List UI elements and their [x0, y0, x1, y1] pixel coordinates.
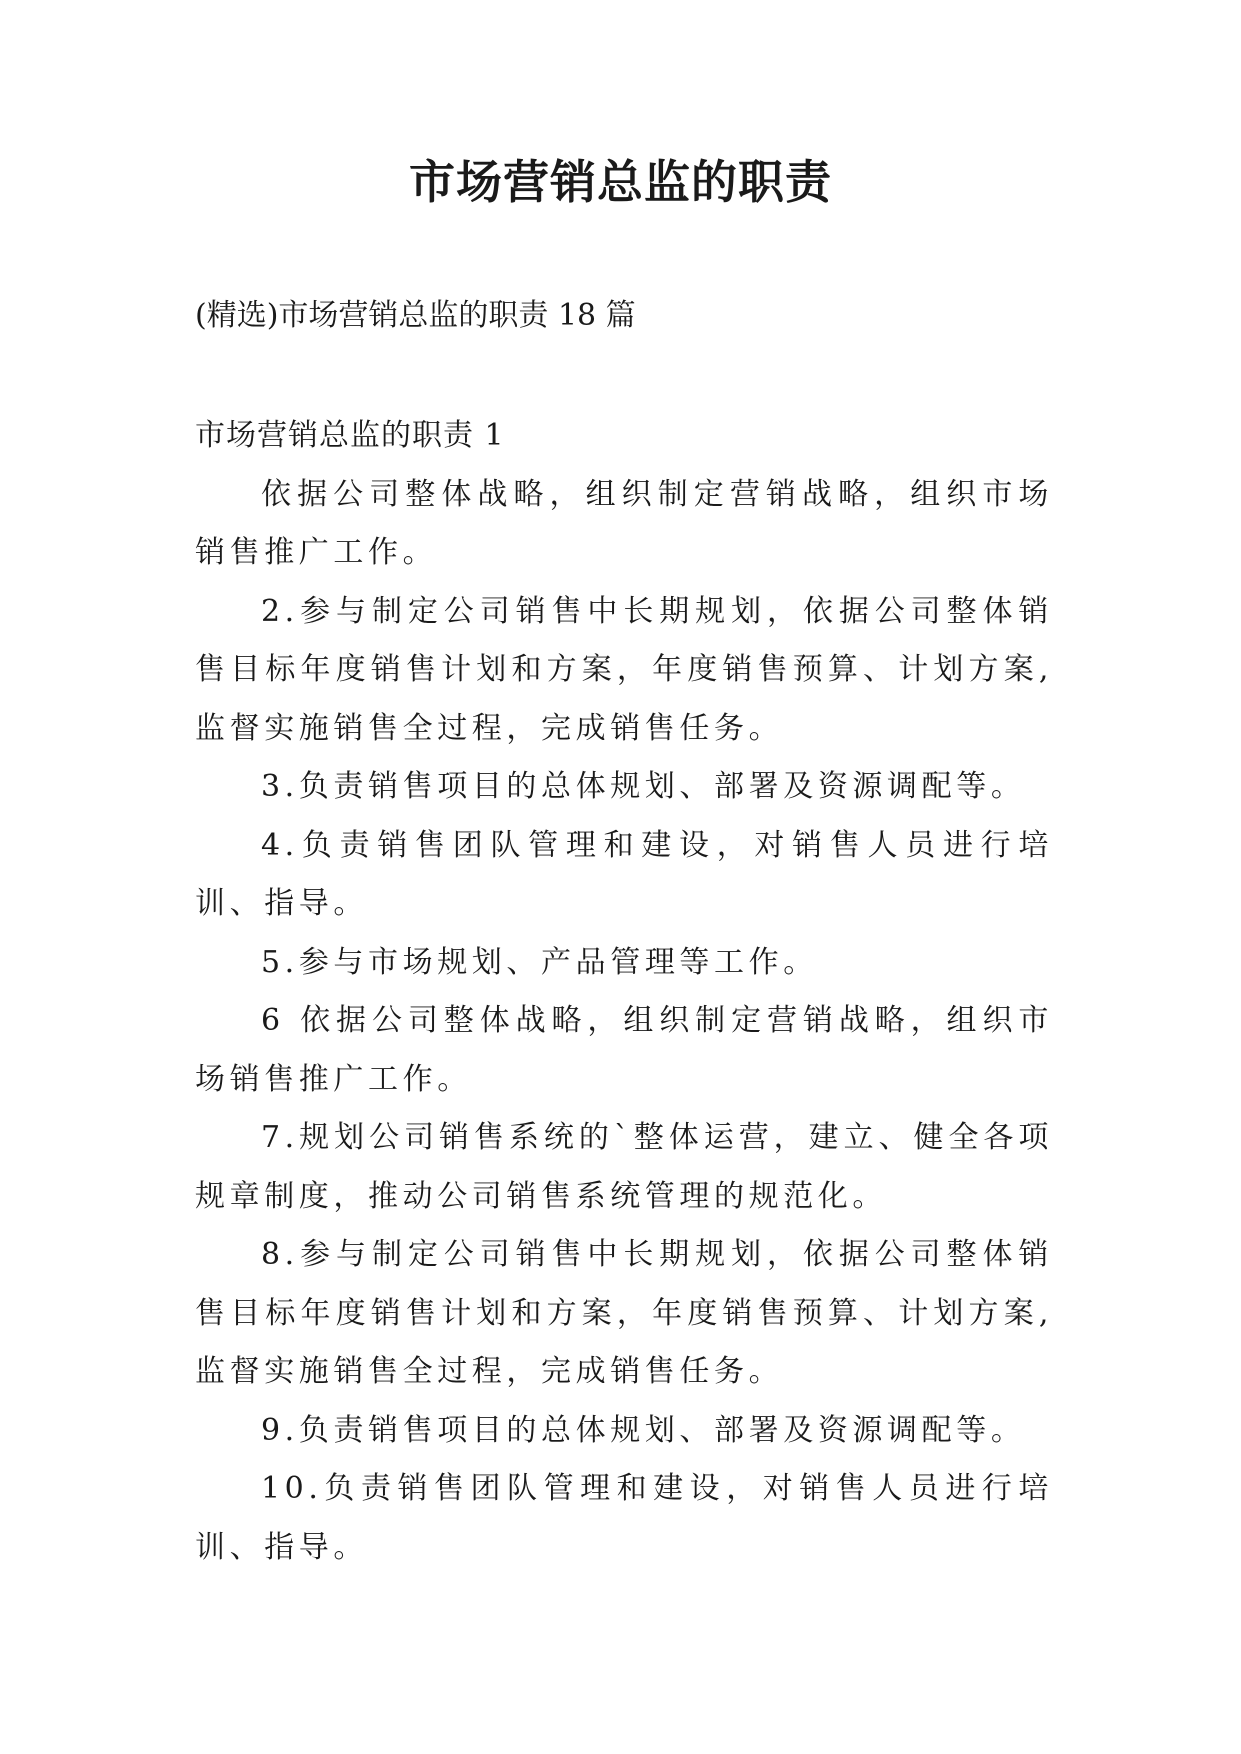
paragraph-3: 3.负责销售项目的总体规划、部署及资源调配等。 — [261, 769, 1026, 804]
paragraph-8: 8.参与制定公司销售中长期规划，依据公司整体销售目标年度销售计划和方案，年度销售预算、计划方案,监督实施销售全过程，完成销售任务。 — [195, 1237, 1053, 1389]
document-subtitle: (精选)市场营销总监的职责 18 篇 — [195, 298, 636, 333]
paragraph-5: 5.参与市场规划、产品管理等工作。 — [261, 944, 818, 980]
paragraph-9: 9.负责销售项目的总体规划、部署及资源调配等。 — [261, 1412, 1026, 1448]
section-heading: 市场营销总监的职责 1 — [195, 418, 505, 453]
page-title: 市场营销总监的职责 — [409, 155, 832, 209]
paragraph-4: 4.负责销售团队管理和建设，对销售人员进行培训、指导。 — [195, 827, 1053, 921]
document-body — [195, 407, 1053, 1577]
paragraph-7: 7.规划公司销售系统的`整体运营，建立、健全各项规章制度，推动公司销售系统管理的规范化。 — [195, 1120, 1053, 1214]
paragraph-2: 2.参与制定公司销售中长期规划，依据公司整体销售目标年度销售计划和方案，年度销售预算、计划方案,监督实施销售全过程，完成销售任务。 — [195, 593, 1053, 746]
paragraph-1: 依据公司整体战略，组织制定营销战略，组织市场销售推广工作。 — [195, 476, 1053, 570]
paragraph-6: 6 依据公司整体战略，组织制定营销战略，组织市场销售推广工作。 — [195, 1003, 1053, 1097]
paragraph-10: 10.负责销售团队管理和建设，对销售人员进行培训、指导。 — [195, 1471, 1053, 1565]
